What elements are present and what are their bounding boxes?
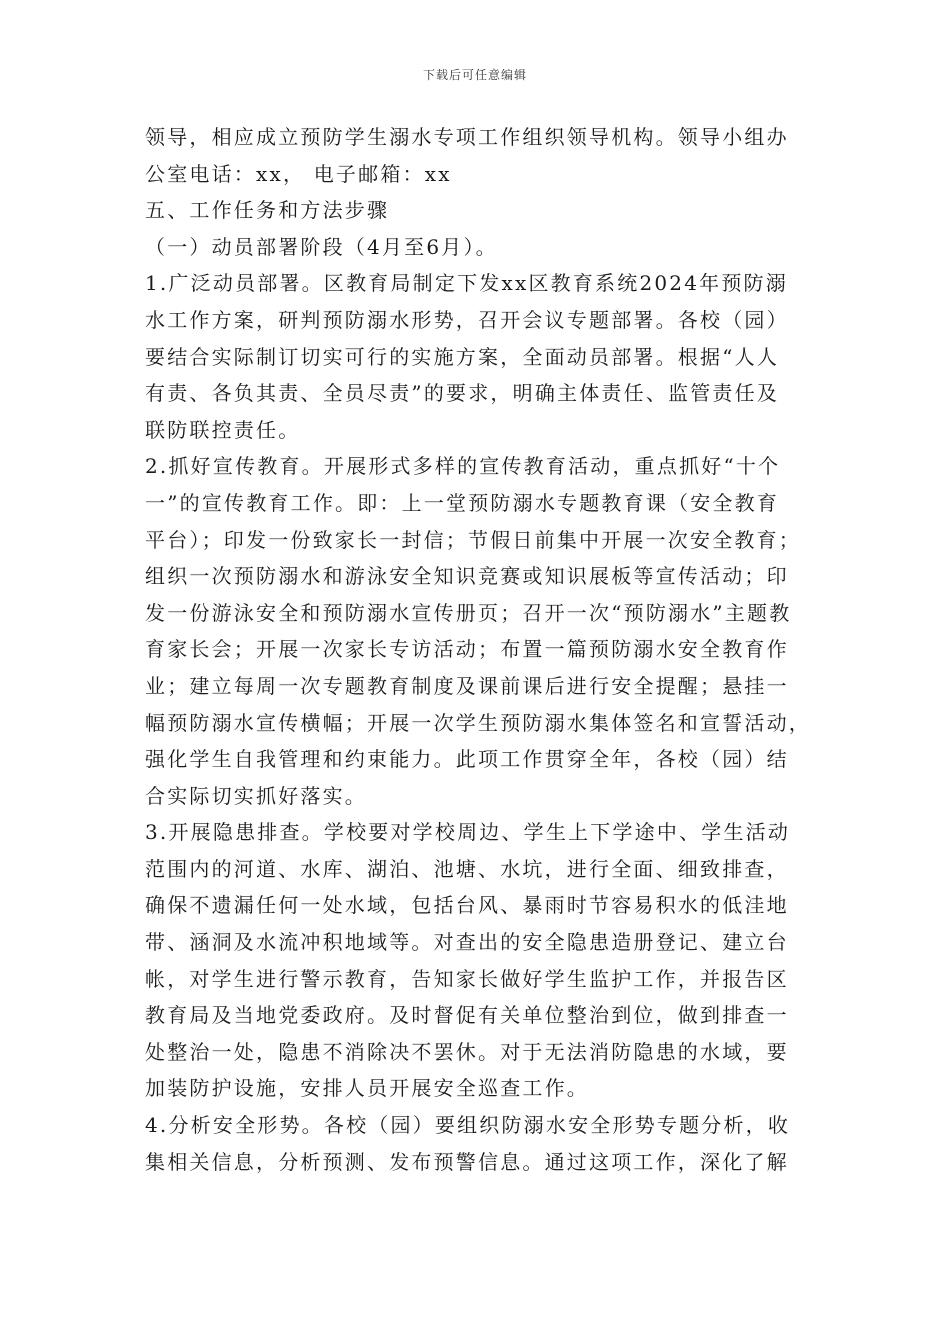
text-line: 有责、各负其责、全员尽责”的要求，明确主体责任、监管责任及 — [145, 381, 780, 406]
text-line: 帐，对学生进行警示教育，告知家长做好学生监护工作，并报告区 — [145, 966, 789, 991]
text-line: 带、涵洞及水流冲积地域等。对查出的安全隐患造册登记、建立台 — [145, 930, 789, 955]
text-line: 范围内的河道、水库、湖泊、池塘、水坑，进行全面、细致排查， — [145, 856, 789, 881]
document-body — [145, 119, 815, 1180]
text-line: 业；建立每周一次专题教育制度及课前课后进行安全提醒；悬挂一 — [145, 673, 789, 698]
text-line: 教育局及当地党委政府。及时督促有关单位整治到位，做到排查一 — [145, 1003, 789, 1028]
text-line: 确保不遗漏任何一处水域，包括台风、暴雨时节容易积水的低洼地 — [145, 893, 789, 918]
text-line: 4.分析安全形势。各校（园）要组织防溺水安全形势专题分析，收 — [145, 1113, 791, 1138]
subsection-heading: （一）动员部署阶段（4月至6月）。 — [145, 234, 498, 259]
page-header: 下载后可任意编辑 — [422, 68, 527, 82]
text-line: 平台）；印发一份致家长一封信；节假日前集中开展一次安全教育； — [145, 527, 801, 552]
text-line: 处整治一处，隐患不消除决不罢休。对于无法消防隐患的水域，要 — [145, 1039, 789, 1064]
text-line: 水工作方案，研判预防溺水形势，召开会议专题部署。各校（园） — [145, 307, 789, 332]
text-line: 要结合实际制订切实可行的实施方案，全面动员部署。根据“人人 — [145, 344, 780, 369]
text-line: 2.抓好宣传教育。开展形式多样的宣传教育活动，重点抓好“十个 — [145, 454, 781, 479]
text-line: 组织一次预防溺水和游泳安全知识竞赛或知识展板等宣传活动；印 — [145, 564, 789, 589]
text-line: 公室电话：xx， 电子邮箱：xx — [145, 161, 452, 186]
text-line: 一”的宣传教育工作。即：上一堂预防溺水专题教育课（安全教育 — [145, 490, 780, 515]
text-line: 育家长会；开展一次家长专访活动；布置一篇预防溺水安全教育作 — [145, 637, 789, 662]
text-line: 发一份游泳安全和预防溺水宣传册页；召开一次“预防溺水”主题教 — [145, 600, 792, 625]
text-line: 领导，相应成立预防学生溺水专项工作组织领导机构。领导小组办 — [145, 125, 789, 149]
text-line: 加装防护设施，安排人员开展安全巡查工作。 — [145, 1076, 589, 1101]
text-line: 合实际切实抓好落实。 — [145, 783, 367, 808]
text-line: 集相关信息，分析预测、发布预警信息。通过这项工作，深化了解 — [145, 1149, 789, 1174]
text-line: 联防联控责任。 — [145, 417, 301, 442]
text-line: 强化学生自我管理和约束能力。此项工作贯穿全年，各校（园）结 — [145, 747, 789, 772]
section-heading: 五、工作任务和方法步骤 — [145, 198, 390, 223]
text-line: 幅预防溺水宣传横幅；开展一次学生预防溺水集体签名和宣誓活动， — [145, 710, 811, 735]
text-line: 1.广泛动员部署。区教育局制定下发xx区教育系统2024年预防溺 — [145, 271, 788, 296]
text-line: 3.开展隐患排查。学校要对学校周边、学生上下学途中、学生活动 — [145, 820, 791, 845]
